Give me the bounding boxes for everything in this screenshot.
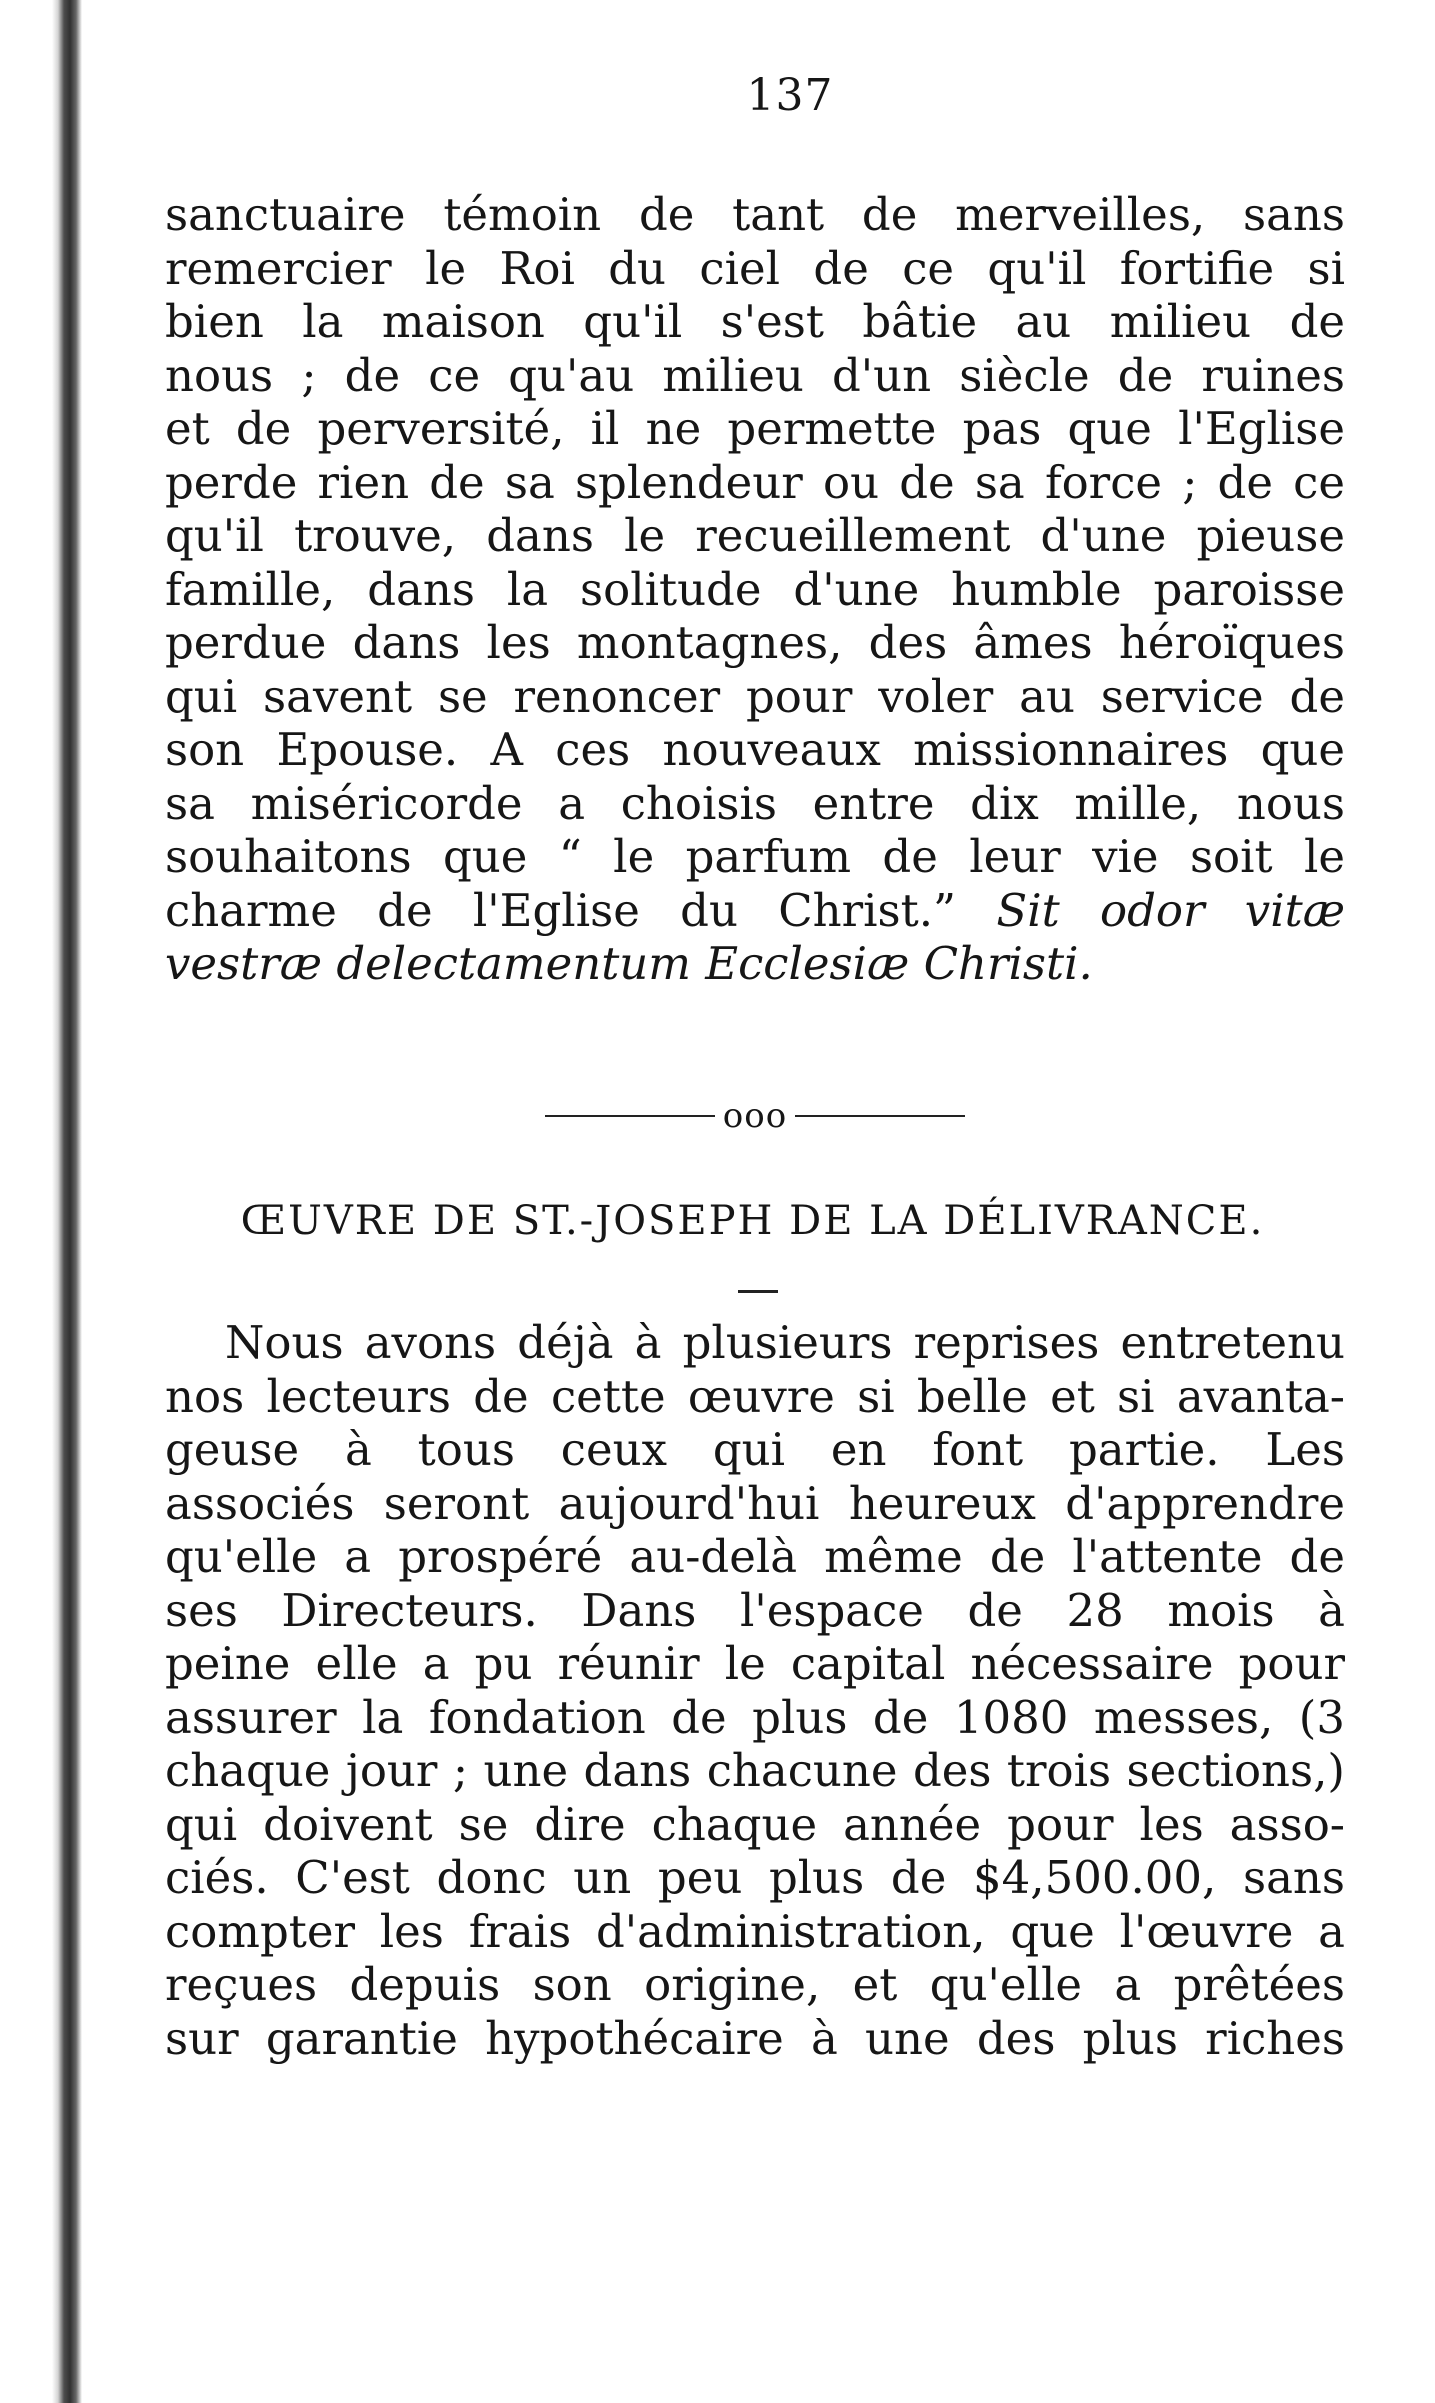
text-line: sa miséricorde a choisis entre dix mille, nous: [165, 776, 1345, 830]
text-line: son Epouse. A ces nouveaux missionnaires que: [165, 723, 1345, 776]
text-line: sanctuaire témoin de tant de merveilles, sans: [165, 188, 1345, 241]
text-line: sur garantie hypothécaire à une des plus riches: [165, 2011, 1345, 2065]
text-line: associés seront aujourd'hui heureux d'apprendre: [165, 1476, 1345, 1530]
text-line: qui savent se renoncer pour voler au service de: [165, 669, 1345, 723]
separator-ornament: ooo: [722, 1096, 788, 1136]
text-line: perdue dans les montagnes, des âmes héroïques: [165, 616, 1345, 669]
text-line: compter les frais d'administration, que l'œuvre a: [165, 1904, 1345, 1958]
text-line: qu'il trouve, dans le recueillement d'une pieuse: [165, 509, 1345, 562]
text-line: qu'elle a prospéré au-delà même de l'attente de: [165, 1530, 1345, 1583]
text-line: nous ; de ce qu'au milieu d'un siècle de ruines: [165, 348, 1345, 402]
heading-underline: [738, 1290, 778, 1293]
paragraph-missionaries: [165, 188, 1345, 991]
text-line: Nous avons déjà à plusieurs reprises entretenu: [225, 1316, 1345, 1369]
text-line: assurer la fondation de plus de 1080 messes, (3: [165, 1690, 1345, 1744]
text-line: remercier le Roi du ciel de ce qu'il fortifie si: [165, 241, 1345, 295]
text-line: qui doivent se dire chaque année pour les asso-: [165, 1797, 1345, 1851]
text-line: souhaitons que “ le parfum de leur vie soit le: [165, 830, 1345, 883]
text-line: nos lecteurs de cette œuvre si belle et si avanta-: [165, 1369, 1345, 1423]
separator-rule-right: [795, 1115, 965, 1117]
page-number: 137: [746, 70, 834, 121]
text-line: ses Directeurs. Dans l'espace de 28 mois à: [165, 1583, 1345, 1637]
text-line: geuse à tous ceux qui en font partie. Les: [165, 1423, 1345, 1476]
latin-quote-segment: Sit odor vitæ: [996, 883, 1345, 937]
text-line: chaque jour ; une dans chacune des trois sections,): [165, 1744, 1345, 1797]
separator-rule-left: [545, 1115, 715, 1117]
text-line: et de perversité, il ne permette pas que l'Eglise: [165, 402, 1345, 455]
text-line: peine elle a pu réunir le capital nécessaire pour: [165, 1637, 1345, 1690]
text-line: ciés. C'est donc un peu plus de $4,500.00, sans: [165, 1851, 1345, 1904]
text-line: reçues depuis son origine, et qu'elle a prêtées: [165, 1958, 1345, 2011]
text-line: famille, dans la solitude d'une humble paroisse: [165, 562, 1345, 616]
text-line-mixed: [165, 884, 1345, 938]
section-separator: [545, 1096, 965, 1136]
latin-quote-line: vestræ delectamentum Ecclesiæ Christi.: [165, 937, 1093, 990]
section-heading: ŒUVRE DE ST.-JOSEPH DE LA DÉLIVRANCE.: [240, 1198, 1265, 1244]
paragraph-oeuvre: [165, 1316, 1345, 2065]
binding-edge: [52, 0, 82, 2403]
text-segment: charme de l'Eglise du Christ.”: [165, 883, 957, 937]
text-line: bien la maison qu'il s'est bâtie au milieu de: [165, 295, 1345, 348]
text-line: perde rien de sa splendeur ou de sa force ; de ce: [165, 455, 1345, 509]
